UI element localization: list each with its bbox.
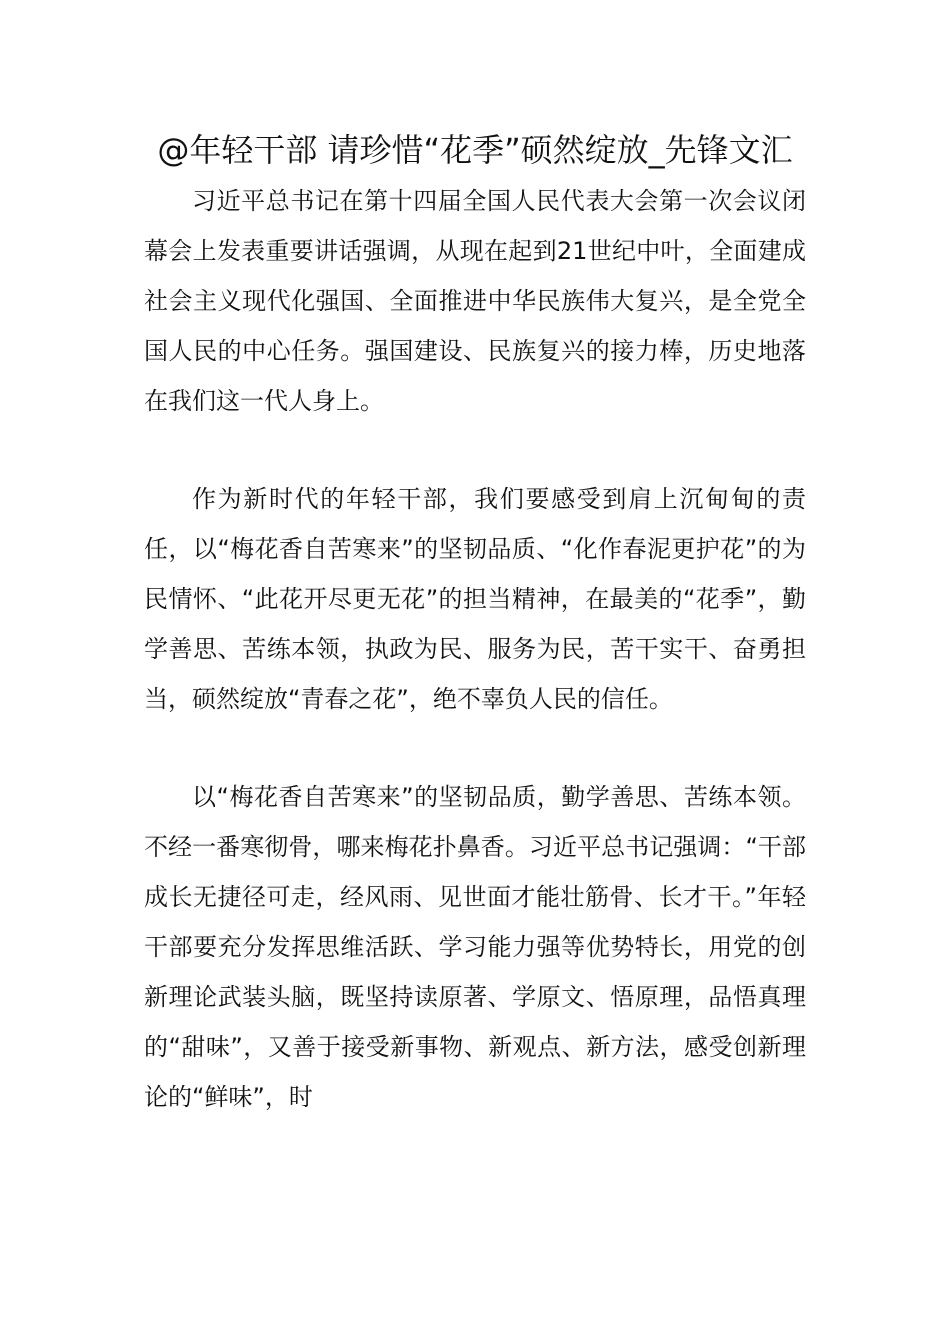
paragraph-spacer (144, 724, 806, 772)
paragraph-2: 作为新时代的年轻干部，我们要感受到肩上沉甸甸的责任，以“梅花香自苦寒来”的坚韧品质、“化作春泥更护花”的为民情怀、“此花开尽更无花”的担当精神，在最美的“花季”，勤学善思、苦练本领，执政为民、服务为民，苦干实干、奋勇担当，硕然绽放“青春之花”，绝不辜负人民的信任。 (144, 485, 806, 713)
document-body (144, 126, 806, 1122)
paragraph-1: 习近平总书记在第十四届全国人民代表大会第一次会议闭幕会上发表重要讲话强调，从现在起到21世纪中叶，全面建成社会主义现代化强国、全面推进中华民族伟大复兴，是全党全国人民的中心任务。强国建设、民族复兴的接力棒，历史地落在我们这一代人身上。 (144, 187, 806, 415)
document-title: @年轻干部 请珍惜“花季”硕然绽放_先锋文汇 (157, 131, 793, 169)
paragraph-3: 以“梅花香自苦寒来”的坚韧品质，勤学善思、苦练本领。不经一番寒彻骨，哪来梅花扑鼻香。习近平总书记强调：“干部成长无捷径可走，经风雨、见世面才能壮筋骨、长才干。”年轻干部要充分发挥思维活跃、学习能力强等优势特长，用党的创新理论武装头脑，既坚持读原著、学原文、悟原理，品悟真理的“甜味”，又善于接受新事物、新观点、新方法，感受创新理论的“鲜味”，时 (144, 783, 806, 1111)
paragraph-spacer (144, 426, 806, 474)
